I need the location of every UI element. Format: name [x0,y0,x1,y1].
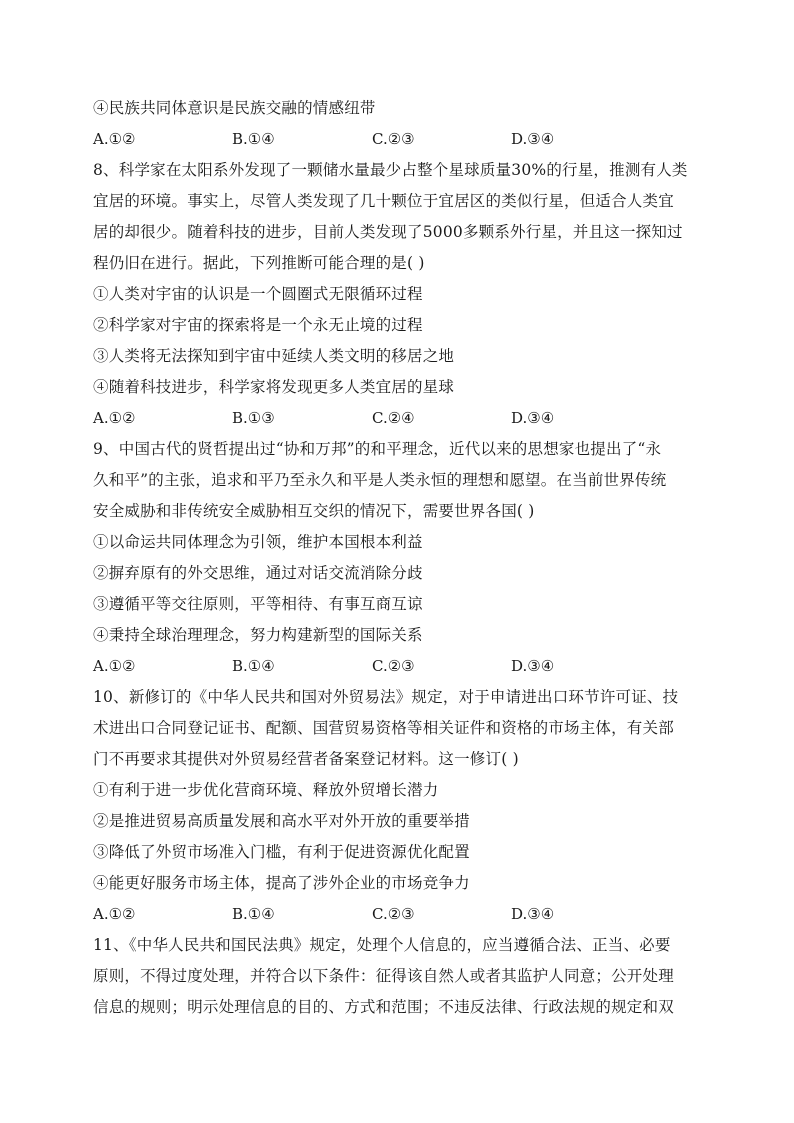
option-c: C.②④ [372,409,415,427]
text-line: ②是推进贸易高质量发展和高水平对外开放的重要举措 [93,812,470,830]
option-a: A.①② [93,905,136,923]
text-line: 10、新修订的《中华人民共和国对外贸易法》规定，对于申请进出口环节许可证、技 [93,688,679,706]
option-b: B.①④ [232,130,275,148]
text-line: 8、科学家在太阳系外发现了一颗储水量最少占整个星球质量30%的行星，推测有人类 [93,161,688,179]
text-line: ①人类对宇宙的认识是一个圆圈式无限循环过程 [93,285,423,303]
option-c: C.②③ [372,905,415,923]
text-line: 安全威胁和非传统安全威胁相互交织的情况下，需要世界各国( ) [93,502,535,520]
document-page [93,93,703,1023]
option-d: D.③④ [511,130,555,148]
option-d: D.③④ [511,409,555,427]
text-line: ②摒弃原有的外交思维，通过对话交流消除分歧 [93,564,423,582]
answer-options-row [93,403,703,434]
text-line: 术进出口合同登记证书、配额、国营贸易资格等相关证件和资格的市场主体，有关部 [93,719,674,737]
text-line: ③降低了外贸市场准入门槛，有利于促进资源优化配置 [93,843,470,861]
option-c: C.②③ [372,657,415,675]
text-line: ④秉持全球治理理念，努力构建新型的国际关系 [93,626,423,644]
text-line: ④能更好服务市场主体，提高了涉外企业的市场竞争力 [93,874,470,892]
answer-options-row [93,899,703,930]
text-line: 久和平”的主张，追求和平乃至永久和平是人类永恒的理想和愿望。在当前世界传统 [93,471,667,489]
option-a: A.①② [93,409,136,427]
text-line: ①有利于进一步优化营商环境、释放外贸增长潜力 [93,781,439,799]
text-line: 门不再要求其提供对外贸易经营者备案登记材料。这一修订( ) [93,750,519,768]
text-line: 宜居的环境。事实上，尽管人类发现了几十颗位于宜居区的类似行星，但适合人类宜 [93,192,674,210]
option-d: D.③④ [511,905,555,923]
answer-options-row [93,124,703,155]
option-a: A.①② [93,130,136,148]
text-line: ③遵循平等交往原则，平等相待、有事互商互谅 [93,595,423,613]
option-b: B.①④ [232,905,275,923]
text-line: ①以命运共同体理念为引领，维护本国根本利益 [93,533,423,551]
text-line: 信息的规则；明示处理信息的目的、方式和范围；不违反法律、行政法规的规定和双 [93,998,674,1016]
text-line: ②科学家对宇宙的探索将是一个永无止境的过程 [93,316,423,334]
text-line: ④随着科技进步，科学家将发现更多人类宜居的星球 [93,378,455,396]
text-line: 居的却很少。随着科技的进步，目前人类发现了5000多颗系外行星，并且这一探知过 [93,223,683,241]
option-c: C.②③ [372,130,415,148]
text-line: ③人类将无法探知到宇宙中延续人类文明的移居之地 [93,347,455,365]
option-a: A.①② [93,657,136,675]
text-line: 原则，不得过度处理，并符合以下条件：征得该自然人或者其监护人同意；公开处理 [93,967,674,985]
option-b: B.①④ [232,657,275,675]
text-line: 程仍旧在进行。据此，下列推断可能合理的是( ) [93,254,425,272]
text-line: 11、《中华人民共和国民法典》规定，处理个人信息的，应当遵循合法、正当、必要 [93,936,671,954]
text-line: 9、中国古代的贤哲提出过“协和万邦”的和平理念，近代以来的思想家也提出了“永 [93,440,662,458]
option-d: D.③④ [511,657,555,675]
text-line: ④民族共同体意识是民族交融的情感纽带 [93,99,376,117]
answer-options-row [93,651,703,682]
option-b: B.①③ [232,409,275,427]
